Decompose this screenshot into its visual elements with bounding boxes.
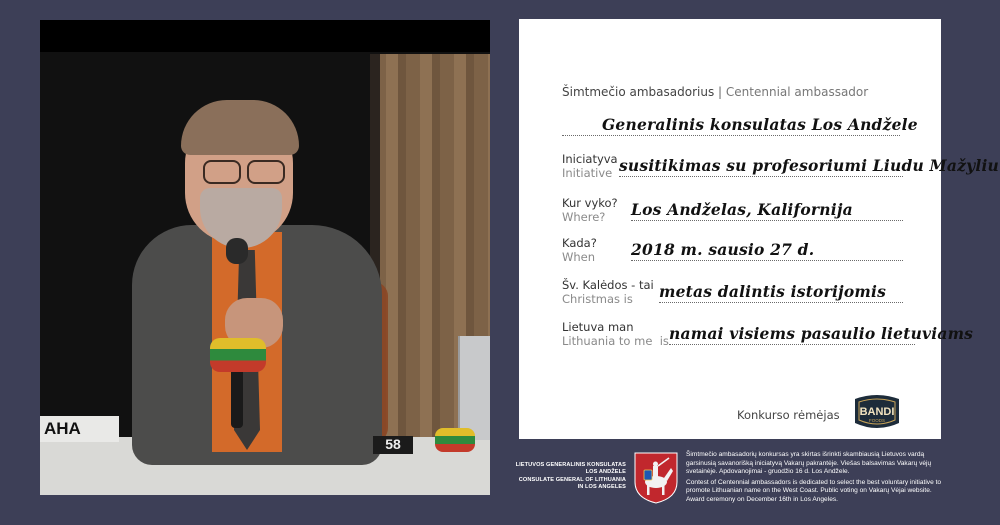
lithuania-crest-icon [634,452,678,504]
field-label-lt: Kada? [562,236,597,250]
ambassador-card [519,19,1000,439]
heading-lt: Šimtmečio ambasadorius [562,85,715,99]
tricolor-wristband [210,338,266,372]
description-en: Contest of Centennial ambassadors is dedicated to select the best voluntary initiative to promote Lithuanian name on the West Coast. Public voting on Vakarų Vėjai website. Award ceremony on December 16th in Los Angeles. [686,478,942,503]
contest-description [686,451,948,507]
field-value-lithuania: namai visiems pasaulio lietuviams [669,324,974,343]
consulate-line: IN LOS ANGELES [577,484,626,491]
laptop [458,336,490,440]
consulate-line: LIETUVOS GENERALINIS KONSULATAS [515,462,626,468]
field-where [562,196,618,224]
field-label-en: When [562,250,596,264]
field-label-lt: Šv. Kalėdos - tai [562,278,654,292]
field-label-en [562,334,669,348]
bandi-logo-sub: FOODS [868,418,886,423]
tricolor-wristband-right [435,428,475,452]
consulate-name [508,462,626,492]
label-en-text: Lithuania to me [562,334,653,348]
field-lithuania [562,320,669,348]
bandi-foods-logo [851,391,903,433]
speaker-hair [181,100,299,155]
field-label-en: Initiative [562,166,613,180]
card-heading [562,85,868,99]
table-number: 58 [373,436,413,454]
field-label-lt: Lietuva man [562,320,634,334]
profile-photo [40,20,490,495]
consulate-line: CONSULATE GENERAL OF LITHUANIA [518,476,626,483]
field-value-where: Los Andželas, Kalifornija [631,200,903,221]
label-en-suffix: is [659,334,669,348]
heading-en: Centennial ambassador [725,85,869,99]
glasses-icon [203,160,287,182]
field-label-en: Christmas is [562,292,633,306]
field-initiative [562,152,618,180]
photo-top-band [40,20,490,52]
field-when [562,236,597,264]
field-label-lt: Kur vyko? [562,196,618,210]
description-lt: Šimtmečio ambasadorių konkursas yra skirtas išrinkti skambiausią Lietuvos vardą garsinusią savanorišką iniciatyvą Vakarų pakrantėje. Viešas balsavimas Vakarų vėjų svetainėje. Apdovanojimai - gruodžio 16 d. Los Andžele. [686,451,932,476]
bandi-logo-text: BANDI [859,406,895,418]
field-value-initiative: susitikimas su profesoriumi Liudu Mažyliu [619,156,1000,175]
field-value-when: 2018 m. sausio 27 d. [631,240,903,261]
field-value-christmas: metas dalintis istorijomis [659,282,903,303]
field-label-en: Where? [562,210,606,224]
consulate-line: LOS ANDŽELE [585,469,626,476]
sponsor-label: Konkurso rėmėjas [737,408,840,422]
stage-sign: AHA [40,416,119,442]
heading-separator: | [718,85,723,99]
field-christmas [562,278,654,306]
ambassador-name: Generalinis konsulatas Los Andželе [562,115,900,136]
field-label-lt: Iniciatyva [562,152,618,166]
